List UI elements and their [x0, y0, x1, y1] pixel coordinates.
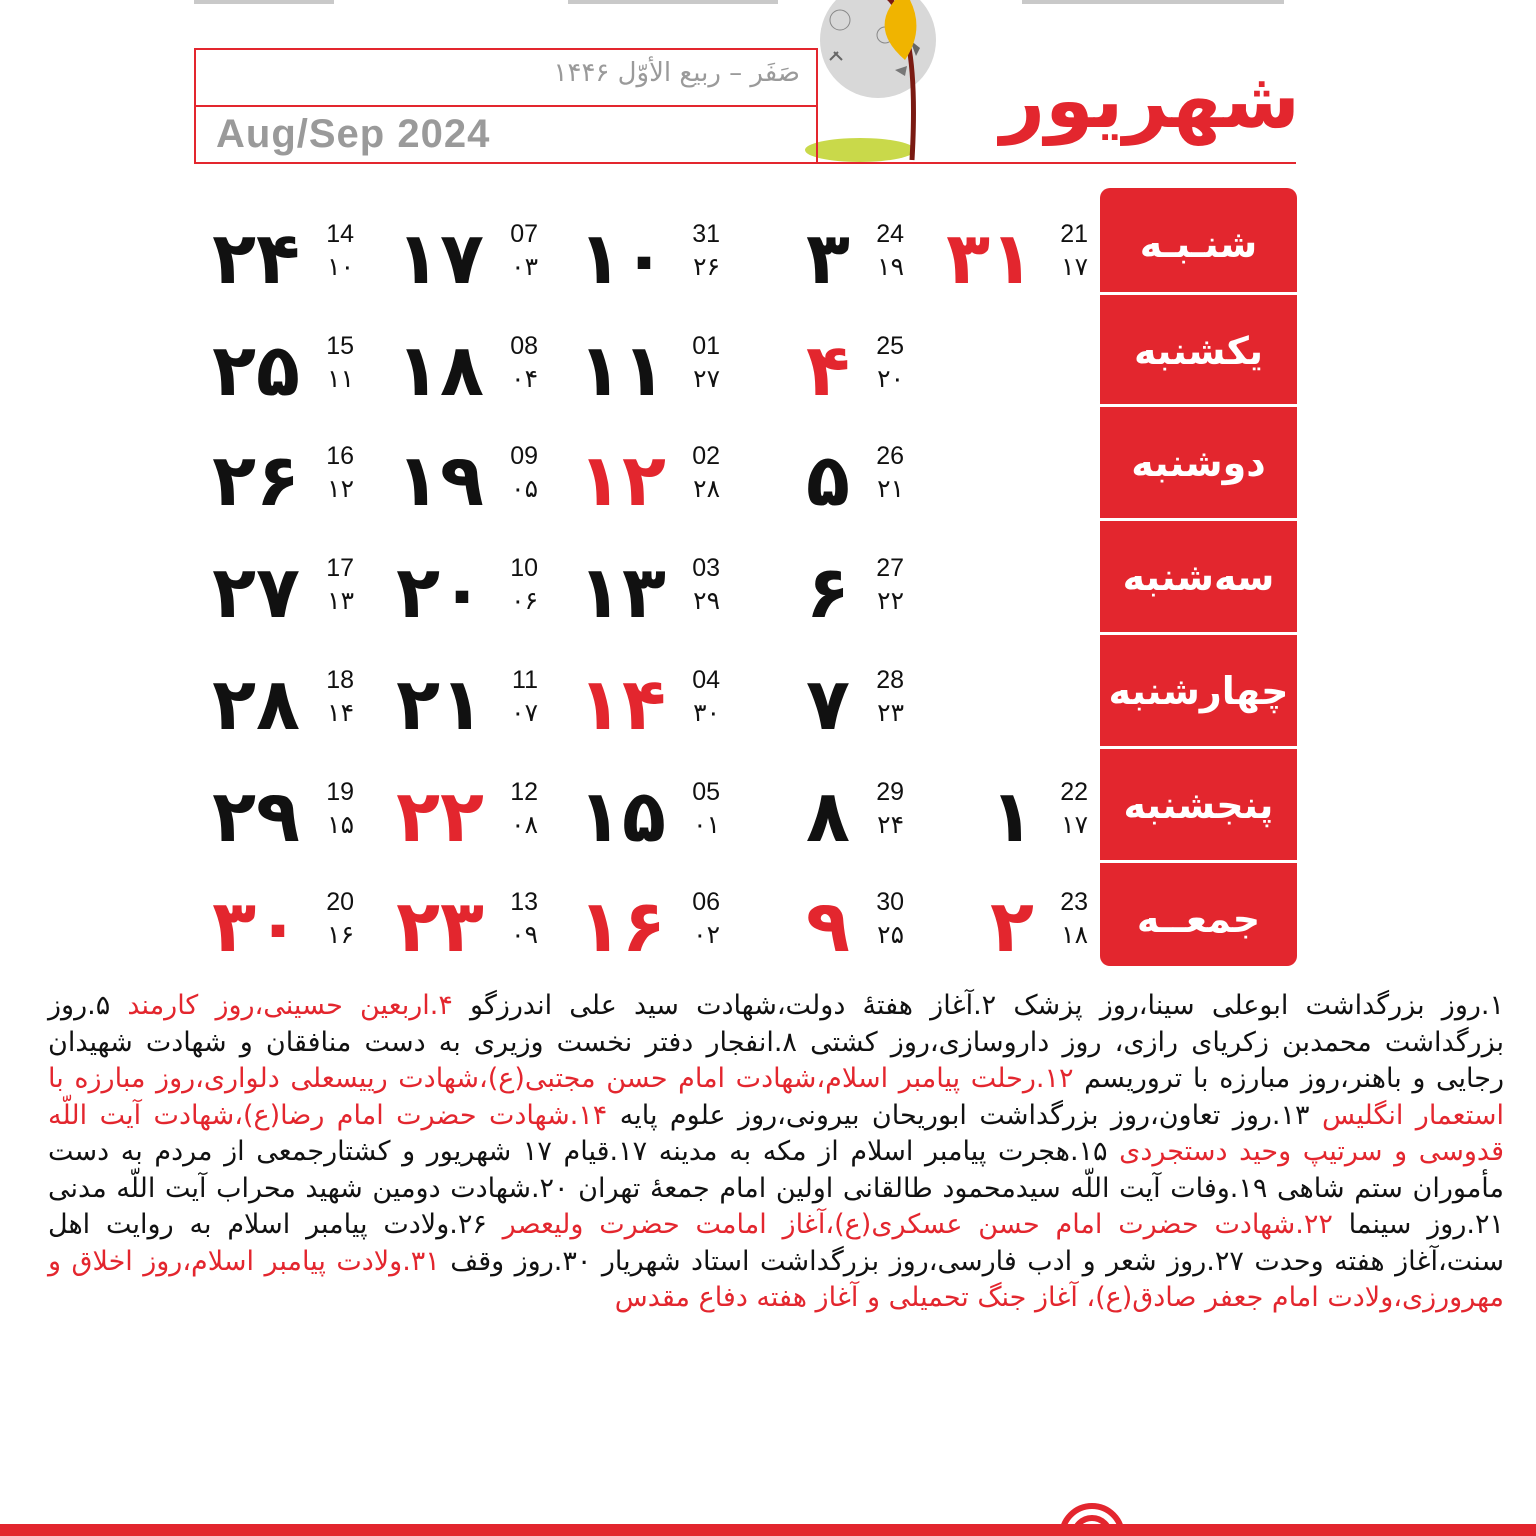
- hijri-day-number: ۲۱: [877, 474, 904, 503]
- occasion-note: ۱۴.شهادت حضرت امام رضا(ع)،شهادت آیت اللّه قدوسی و سرتیپ وحید دستجردی: [48, 1099, 1504, 1167]
- shamsi-day-number: ۹: [806, 884, 850, 968]
- gregorian-day-number: 12: [510, 778, 538, 806]
- day-cell: [542, 322, 722, 422]
- day-cell: [542, 544, 722, 644]
- day-cell: [726, 210, 906, 310]
- occasion-note: ۳۱.ولادت پیامبر اسلام،روز اخلاق و مهرورزی،ولادت امام جعفر صادق(ع)، آغاز جنگ تحمیلی و آغاز هفته دفاع مقدس: [48, 1245, 1504, 1313]
- shamsi-day-number: ۱۹: [396, 438, 484, 522]
- shamsi-day-number: ۳: [806, 216, 850, 300]
- day-cell: [726, 432, 906, 532]
- occasion-note: ۱.روز بزرگداشت ابوعلی سینا،روز پزشک: [996, 990, 1504, 1021]
- shamsi-day-number: ۲: [990, 884, 1034, 968]
- weekday-column: [1100, 188, 1297, 966]
- hijri-day-number: ۰۴: [511, 364, 538, 393]
- occasion-note: ۸.انفجار دفتر نخست وزیری به دست منافقان و شهادت شهیدان رجایی و باهنر،روز مبارزه با تروریسم: [48, 1026, 1504, 1094]
- hijri-day-number: ۳۰: [693, 698, 720, 727]
- gregorian-day-number: 10: [510, 554, 538, 582]
- gregorian-day-number: 14: [326, 220, 354, 248]
- gregorian-day-number: 05: [692, 778, 720, 806]
- shamsi-day-number: ۱۱: [578, 328, 666, 412]
- gregorian-day-number: 19: [326, 778, 354, 806]
- shamsi-day-number: ۲۲: [396, 774, 484, 858]
- day-cell: [176, 768, 356, 868]
- gregorian-day-number: 15: [326, 332, 354, 360]
- day-cell: [360, 432, 540, 532]
- day-cell: [910, 210, 1090, 310]
- shamsi-day-number: ۲۰: [396, 550, 484, 634]
- occasion-note: ۲.آغاز هفتهٔ دولت،شهادت سید علی اندرزگو: [452, 990, 997, 1021]
- gregorian-day-number: 29: [876, 778, 904, 806]
- hijri-day-number: ۲۰: [877, 364, 904, 393]
- shamsi-day-number: ۴: [806, 328, 850, 412]
- occasion-note: ۲۷.روز شعر و ادب فارسی،روز بزرگداشت استاد شهریار: [591, 1245, 1244, 1277]
- hijri-day-number: ۰۲: [693, 920, 720, 949]
- weekday-wednesday: چهارشنبه: [1108, 668, 1289, 713]
- shamsi-day-number: ۲۶: [212, 438, 300, 522]
- gregorian-day-number: 09: [510, 442, 538, 470]
- occasion-note: ۴.اربعین حسینی،روز کارمند: [110, 990, 453, 1021]
- weekday-thursday: پنجشنبه: [1123, 782, 1274, 827]
- hijri-day-number: ۰۸: [511, 810, 538, 839]
- gregorian-day-number: 02: [692, 442, 720, 470]
- hijri-day-number: ۰۶: [511, 586, 538, 615]
- footer-bar: [0, 1524, 1536, 1536]
- gregorian-day-number: 01: [692, 332, 720, 360]
- shamsi-day-number: ۳۰: [212, 884, 300, 968]
- gregorian-day-number: 11: [512, 666, 538, 694]
- gregorian-day-number: 13: [510, 888, 538, 916]
- gregorian-day-number: 06: [692, 888, 720, 916]
- occasion-note: ۲۶.ولادت پیامبر اسلام به روایت اهل سنت،آغاز هفته وحدت: [48, 1209, 1504, 1277]
- gregorian-day-number: 21: [1060, 220, 1088, 248]
- shamsi-day-number: ۱۵: [578, 774, 666, 858]
- hijri-day-number: ۲۳: [877, 698, 904, 727]
- day-cell: [176, 210, 356, 310]
- shamsi-day-number: ۱۷: [396, 216, 484, 300]
- hijri-day-number: ۱۸: [1061, 920, 1088, 949]
- occasion-note: ۲۲.شهادت حضرت امام حسن عسکری(ع)،آغاز امامت حضرت ولیعصر: [486, 1209, 1333, 1240]
- shamsi-day-number: ۵: [806, 438, 850, 522]
- header-baseline: [194, 162, 1296, 164]
- occasions-notes: [48, 988, 1504, 1317]
- hijri-day-number: ۰۳: [511, 252, 538, 281]
- month-title: شهریور: [1000, 56, 1300, 146]
- gregorian-day-number: 27: [876, 554, 904, 582]
- day-cell: [542, 768, 722, 868]
- day-cell: [726, 544, 906, 644]
- day-cell: [910, 878, 1090, 978]
- shamsi-day-number: ۲۱: [396, 662, 484, 746]
- gregorian-day-number: 04: [692, 666, 720, 694]
- hijri-day-number: ۱۱: [327, 364, 354, 393]
- shamsi-day-number: ۶: [806, 550, 850, 634]
- gregorian-day-number: 08: [510, 332, 538, 360]
- gregorian-day-number: 24: [876, 220, 904, 248]
- weekday-tuesday: سه‌شنبه: [1122, 554, 1275, 599]
- occasion-note: ۲۰.شهادت دومین شهید محراب آیت اللّه مدنی: [48, 1172, 569, 1204]
- day-cell: [726, 322, 906, 422]
- shamsi-day-number: ۷: [806, 662, 850, 746]
- day-cell: [176, 878, 356, 978]
- shamsi-day-number: ۲۵: [212, 328, 300, 412]
- shamsi-day-number: ۱۳: [578, 550, 666, 634]
- gregorian-day-number: 26: [876, 442, 904, 470]
- hijri-day-number: ۱۶: [327, 920, 354, 949]
- day-cell: [176, 432, 356, 532]
- top-rule-right: [1022, 0, 1284, 4]
- gregorian-day-number: 31: [692, 220, 720, 248]
- hijri-day-number: ۲۸: [693, 474, 720, 503]
- shamsi-day-number: ۲۴: [212, 216, 300, 300]
- shamsi-day-number: ۱۴: [578, 662, 666, 746]
- shamsi-day-number: ۱: [990, 774, 1034, 858]
- occasion-note: ۱۳.روز تعاون،روز بزرگداشت ابوریحان بیرونی،روز علوم پایه: [607, 1099, 1310, 1131]
- gregorian-day-number: 16: [326, 442, 354, 470]
- gregorian-day-number: 20: [326, 888, 354, 916]
- shamsi-day-number: ۸: [806, 774, 850, 858]
- hijri-day-number: ۱۹: [877, 252, 904, 281]
- tree-illustration-icon: [800, 0, 1000, 170]
- weekday-monday: دوشنبه: [1131, 440, 1266, 485]
- gregorian-day-number: 07: [510, 220, 538, 248]
- day-cell: [360, 210, 540, 310]
- day-cell: [726, 656, 906, 756]
- hijri-day-number: ۱۴: [327, 698, 354, 727]
- day-cell: [360, 322, 540, 422]
- hijri-day-number: ۲۵: [877, 920, 904, 949]
- gregorian-day-number: 18: [326, 666, 354, 694]
- day-cell: [542, 656, 722, 756]
- gregorian-day-number: 17: [326, 554, 354, 582]
- shamsi-day-number: ۱۶: [578, 884, 666, 968]
- shamsi-day-number: ۲۹: [212, 774, 300, 858]
- hijri-day-number: ۲۷: [693, 364, 720, 393]
- day-cell: [360, 544, 540, 644]
- day-cell: [360, 768, 540, 868]
- hijri-day-number: ۲۹: [693, 586, 720, 615]
- hijri-day-number: ۰۷: [511, 698, 538, 727]
- top-rule-left: [194, 0, 334, 4]
- day-cell: [360, 656, 540, 756]
- day-cell: [542, 878, 722, 978]
- hijri-day-number: ۱۳: [327, 586, 354, 615]
- gregorian-day-number: 28: [876, 666, 904, 694]
- hijri-day-number: ۲۲: [877, 586, 904, 615]
- shamsi-day-number: ۲۷: [212, 550, 300, 634]
- day-cell: [360, 878, 540, 978]
- hijri-day-number: ۲۴: [877, 810, 904, 839]
- occasion-note: ۱۲.رحلت پیامبر اسلام،شهادت امام حسن مجتبی(ع)،شهادت رییسعلی دلواری،روز مبارزه با استعمار انگلیس: [48, 1063, 1504, 1131]
- gregorian-day-number: 23: [1060, 888, 1088, 916]
- gregorian-day-number: 22: [1060, 778, 1088, 806]
- occasion-note: ۱۷.قیام ۱۷ شهریور و کشتارجمعی از مردم به دست مأموران ستم شاهی: [48, 1136, 1504, 1204]
- weekday-saturday: شنـبـه: [1139, 221, 1258, 266]
- weekday-friday: جمعــه: [1136, 896, 1261, 941]
- hijri-day-number: ۰۵: [511, 474, 538, 503]
- shamsi-day-number: ۲۸: [212, 662, 300, 746]
- day-cell: [542, 432, 722, 532]
- shamsi-day-number: ۲۳: [396, 884, 484, 968]
- gregorian-day-number: 03: [692, 554, 720, 582]
- hijri-day-number: ۲۶: [693, 252, 720, 281]
- occasion-note: ۱۵.هجرت پیامبر اسلام از مکه به مدینه: [647, 1136, 1108, 1167]
- gregorian-day-number: 25: [876, 332, 904, 360]
- hijri-day-number: ۱۲: [327, 474, 354, 503]
- hijri-month-range: صَفَر – ربیع الأوّل ۱۴۴۶: [553, 58, 800, 88]
- hijri-day-number: ۰۹: [511, 920, 538, 949]
- occasion-note: ۲۱.روز سینما: [1332, 1209, 1504, 1240]
- header-box: [194, 48, 818, 164]
- day-cell: [726, 768, 906, 868]
- top-rule-mid: [568, 0, 778, 4]
- day-cell: [910, 768, 1090, 868]
- gregorian-day-number: 30: [876, 888, 904, 916]
- shamsi-day-number: ۱۰: [578, 216, 666, 300]
- day-cell: [726, 878, 906, 978]
- shamsi-day-number: ۳۱: [946, 216, 1034, 300]
- hijri-day-number: ۰۱: [693, 810, 720, 839]
- day-cell: [176, 656, 356, 756]
- occasion-note: ۵.روز بزرگداشت محمدبن زکریای رازی، روز داروسازی،روز کشتی: [48, 990, 1504, 1058]
- hijri-day-number: ۱۷: [1061, 810, 1088, 839]
- hijri-day-number: ۱۷: [1061, 252, 1088, 281]
- hijri-day-number: ۱۰: [327, 252, 354, 281]
- gregorian-month-range: Aug/Sep 2024: [216, 112, 491, 156]
- occasion-note: ۳۰.روز وقف: [439, 1245, 592, 1277]
- occasion-note: ۱۹.وفات آیت اللّه سیدمحمود طالقانی اولین امام جمعهٔ تهران: [568, 1172, 1268, 1204]
- shamsi-day-number: ۱۸: [396, 328, 484, 412]
- hijri-day-number: ۱۵: [327, 810, 354, 839]
- day-cell: [176, 544, 356, 644]
- weekday-sunday: یکشنبه: [1133, 328, 1264, 373]
- day-cell: [176, 322, 356, 422]
- shamsi-day-number: ۱۲: [578, 438, 666, 522]
- day-cell: [542, 210, 722, 310]
- header-divider: [196, 105, 816, 107]
